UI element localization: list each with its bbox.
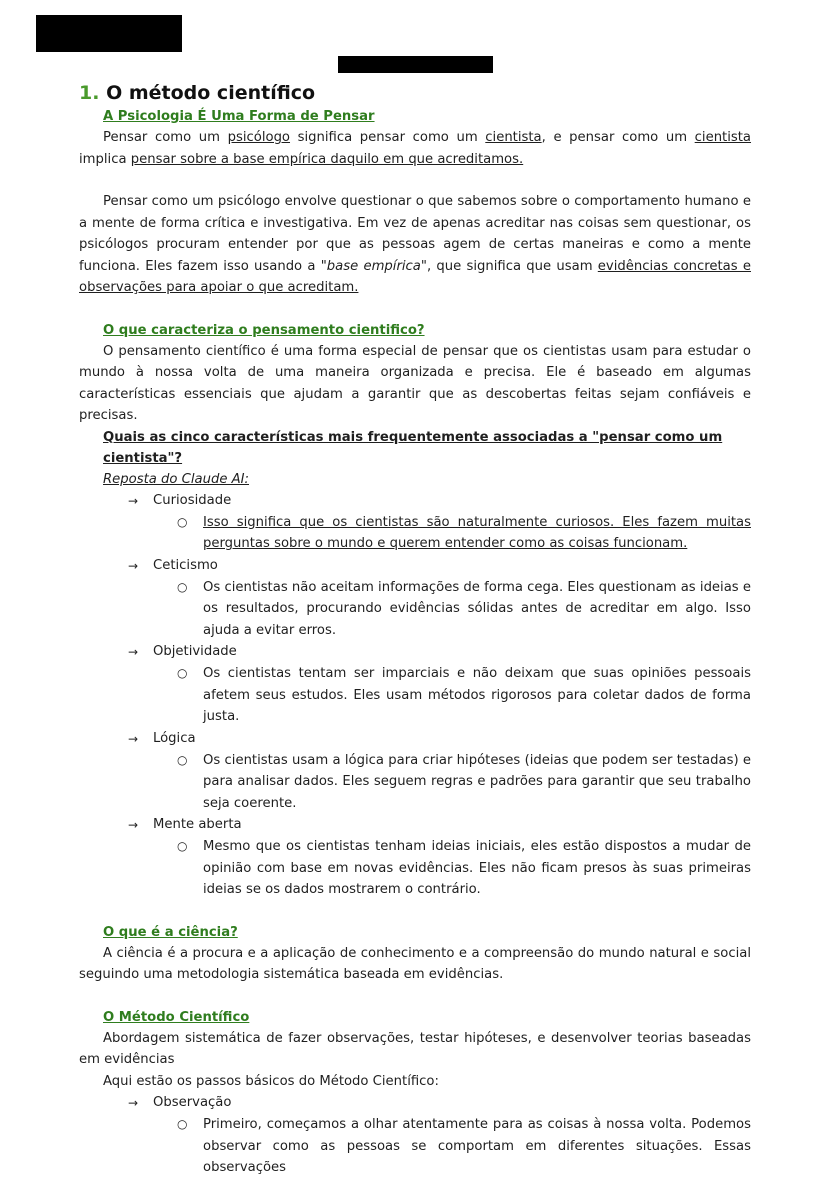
title-number: 1. (79, 82, 100, 104)
redacted-block-header-center (338, 56, 493, 73)
section-heading-metodo-cientifico: O Método Científico (103, 1009, 250, 1025)
list-item-observacao: → Observação (153, 1092, 751, 1114)
circle-bullet-icon: ○ (177, 839, 188, 853)
document-page (79, 80, 751, 1179)
arrow-bullet-icon: → (128, 493, 139, 508)
circle-bullet-icon: ○ (177, 1117, 188, 1131)
page-title (79, 80, 751, 106)
circle-bullet-icon: ○ (177, 579, 188, 594)
list-subitem-logica: ○ Os cientistas usam a lógica para criar hipóteses (ideias que podem ser testadas) e para analisar dados. Eles seguem regras e padrões para garantir que seu trabalho seja coerente. (203, 750, 751, 815)
list-item-curiosidade: → Curiosidade (153, 490, 751, 512)
paragraph-pensar-como-psicologo: Pensar como um psicólogo significa pensar como um cientista, e pensar como um cientista implica pensar sobre a base empírica daquilo em que acreditamos. (79, 130, 752, 167)
paragraph-abordagem-sistematica: Abordagem sistemática de fazer observações, testar hipóteses, e desenvolver teorias baseadas em evidências (79, 1030, 751, 1067)
paragraph-passos-basicos: Aqui estão os passos básicos do Método Científico: (103, 1073, 439, 1089)
title-text: O método científico (106, 82, 316, 104)
list-subitem-objetividade: ○ Os cientistas tentam ser imparciais e não deixam que suas opiniões pessoais afetem seus estudos. Eles usam métodos rigorosos para coletar dados de forma justa. (203, 663, 751, 728)
arrow-bullet-icon: → (128, 1096, 139, 1110)
section-heading-pensamento-cientifico: O que caracteriza o pensamento cientifico? (103, 322, 425, 338)
arrow-bullet-icon: → (128, 645, 139, 659)
arrow-bullet-icon: → (128, 818, 139, 832)
list-item-ceticismo: → Ceticismo (153, 555, 751, 577)
arrow-bullet-icon: → (128, 558, 139, 573)
circle-bullet-icon: ○ (177, 666, 188, 680)
section-heading-psicologia: A Psicologia É Uma Forma de Pensar (103, 109, 375, 124)
paragraph-base-empirica: Pensar como um psicólogo envolve questionar o que sabemos sobre o comportamento humano e a mente de forma crítica e investigativa. Em vez de apenas acreditar nas coisas sem questionar, os psicólogos procuram entender por que as pessoas agem de certas maneiras e como a mente funciona. Eles fazem isso usando a "base empírica", que significa que usam evidências concretas e observações para apoiar o que acreditam. (79, 194, 751, 295)
list-subitem-observacao: ○ Primeiro, começamos a olhar atentamente para as coisas à nossa volta. Podemos observar como as pessoas se comportam em diferentes situações. Essas observações (203, 1114, 751, 1179)
list-subitem-mente-aberta: ○ Mesmo que os cientistas tenham ideias iniciais, eles estão dispostos a mudar de opinião com base em novas evidências. Eles não ficam presos às suas primeiras ideias se os dados mostrarem o contrário. (203, 836, 751, 901)
paragraph-ciencia: A ciência é a procura e a aplicação de conhecimento e a compreensão do mundo natural e social seguindo uma metodologia sistemática baseada em evidências. (79, 945, 751, 982)
question-cinco-caracteristicas: Quais as cinco características mais frequentemente associadas a "pensar como um cientista"? (103, 429, 723, 466)
arrow-bullet-icon: → (128, 731, 139, 746)
list-item-objetividade: → Objetividade (153, 641, 751, 663)
section-heading-ciencia: O que é a ciência? (103, 924, 238, 940)
list-subitem-curiosidade: ○ Isso significa que os cientistas são naturalmente curiosos. Eles fazem muitas perguntas sobre o mundo e querem entender como as coisas funcionam. (203, 512, 751, 555)
redacted-block-header-left (36, 15, 182, 52)
list-item-mente-aberta: → Mente aberta (153, 814, 751, 836)
answer-label: Reposta do Claude AI: (103, 471, 250, 487)
circle-bullet-icon: ○ (177, 514, 188, 529)
list-subitem-ceticismo: ○ Os cientistas não aceitam informações de forma cega. Eles questionam as ideias e os resultados, procurando evidências sólidas antes de acreditar em algo. Isso ajuda a evitar erros. (203, 577, 751, 642)
circle-bullet-icon: ○ (177, 752, 188, 767)
list-item-logica: → Lógica (153, 728, 751, 750)
paragraph-pensamento-cientifico: O pensamento científico é uma forma especial de pensar que os cientistas usam para estudar o mundo à nossa volta de uma maneira organizada e precisa. Ele é baseado em algumas características essenciais que ajudam a garantir que as descobertas feitas sejam confiáveis e precisas. (79, 343, 751, 423)
